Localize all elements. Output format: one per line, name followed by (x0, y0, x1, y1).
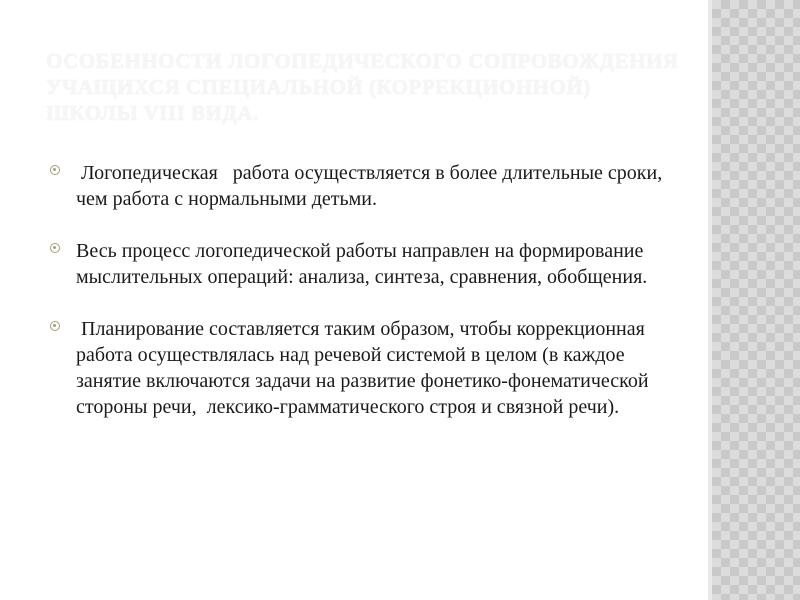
slide-title: ОСОБЕННОСТИ ЛОГОПЕДИЧЕСКОГО СОПРОВОЖДЕНИЯ УЧАЩИХСЯ СПЕЦИАЛЬНОЙ (КОРРЕКЦИОННОЙ) ШКОЛЫ VIII ВИДА. (46, 49, 679, 125)
bullet-text: Планирование составляется таким образом, чтобы коррекционная работа осуществлялась над речевой системой в целом (в каждое занятие включаются задачи на развитие фонетико-фонематической стороны речи, лексико-грамматического строя и связной речи). (76, 318, 654, 418)
bullet-item (50, 160, 670, 212)
bullet-text: Логопедическая работа осуществляется в более длительные сроки, чем работа с нормальными детьми. (76, 162, 668, 210)
decorative-side-panel (712, 0, 800, 600)
circle-bullet-icon (50, 321, 60, 331)
circle-bullet-icon (50, 165, 60, 175)
bullet-text: Весь процесс логопедической работы направлен на формирование мыслительных операций: анализа, синтеза, сравнения, обобщения. (76, 240, 649, 288)
bullet-item (50, 316, 670, 420)
circle-bullet-icon (50, 243, 60, 253)
bullet-list (50, 160, 670, 446)
bullet-item (50, 238, 670, 290)
